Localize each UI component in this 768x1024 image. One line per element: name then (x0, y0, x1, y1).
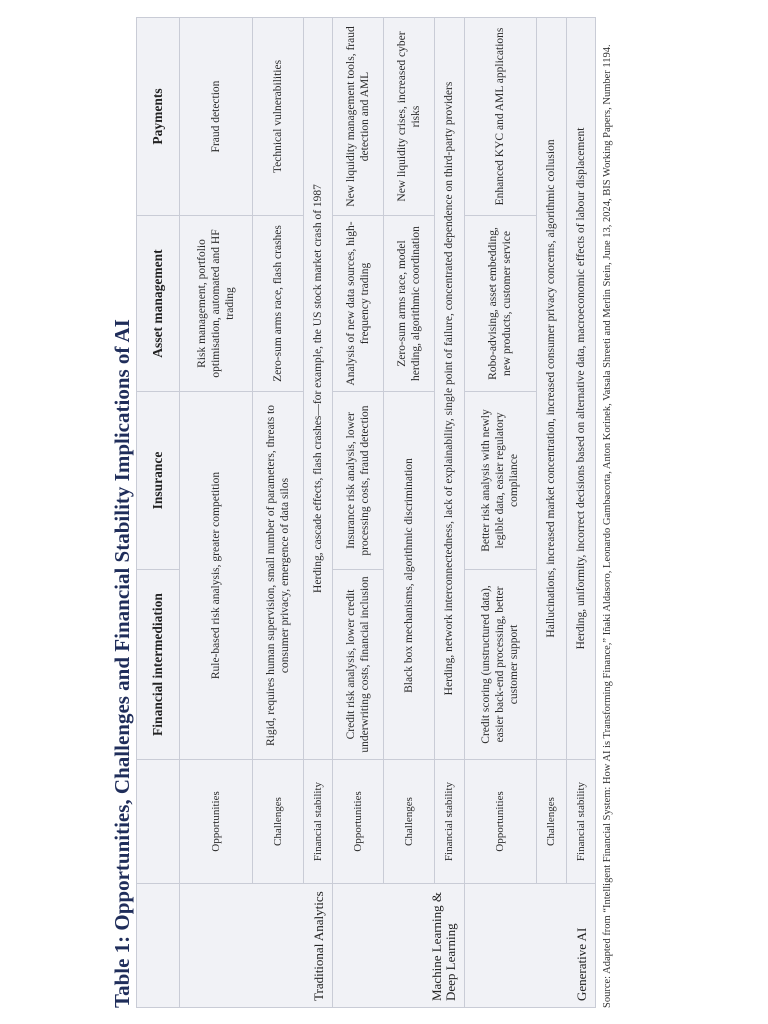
category-traditional-analytics: Traditional Analytics (180, 884, 333, 1008)
table-row (384, 18, 435, 1008)
cell-ml-stability: Herding, network interconnectedness, lack of explainability, single point of failure, concentrated dependence on third-party providers (435, 18, 464, 760)
table-row (180, 18, 253, 1008)
header-financial-intermediation: Financial intermediation (137, 570, 180, 760)
row-label-challenges: Challenges (537, 760, 566, 884)
cell-traditional-challenges-fi-insurance: Rigid, requires human supervision, small number of parameters, threats to consumer privacy, emergence of data silos (252, 392, 303, 760)
cell-ml-opportunities-insurance: Insurance risk analysis, lower processing costs, fraud detection (333, 392, 384, 570)
header-aspect (137, 760, 180, 884)
row-label-financial-stability: Financial stability (303, 760, 332, 884)
cell-traditional-stability: Herding, cascade effects, flash crashes—for example, the US stock market crash of 1987 (303, 18, 332, 760)
table-row (333, 18, 384, 1008)
table-row (537, 18, 566, 1008)
row-label-financial-stability: Financial stability (566, 760, 595, 884)
table-row (303, 18, 332, 1008)
cell-genai-opportunities-payments: Enhanced KYC and AML applications (464, 18, 537, 216)
table-row (252, 18, 303, 1008)
category-generative-ai: Generative AI (464, 884, 595, 1008)
cell-ml-challenges-asset: Zero-sum arms race, model herding, algorithmic coordination (384, 216, 435, 392)
header-insurance: Insurance (137, 392, 180, 570)
cell-traditional-opportunities-payments: Fraud detection (180, 18, 253, 216)
cell-traditional-challenges-asset: Zero-sum arms race, flash crashes (252, 216, 303, 392)
header-asset-management: Asset management (137, 216, 180, 392)
cell-ml-opportunities-fi: Credit risk analysis, lower credit underwriting costs, financial inclusion (333, 570, 384, 760)
cell-ml-challenges-payments: New liquidity crises, increased cyber risks (384, 18, 435, 216)
category-machine-learning: Machine Learning & Deep Learning (333, 884, 464, 1008)
row-label-challenges: Challenges (252, 760, 303, 884)
cell-traditional-opportunities-fi-insurance: Rule-based risk analysis, greater competition (180, 392, 253, 760)
source-note: Source: Adapted from “Intelligent Financial System: How AI is Transforming Finance,” Iñaki Aldasoro, Leonardo Gambacorta, Anton Korinek, Vatsala Shreeti and Merlin Stein, June 13, 2024, BIS Working Papers, Number 1194. (602, 44, 613, 1008)
ai-implications-table (136, 17, 596, 1008)
cell-ml-opportunities-asset: Analysis of new data sources, high-frequency trading (333, 216, 384, 392)
row-label-challenges: Challenges (384, 760, 435, 884)
table-title: Table 1: Opportunities, Challenges and Financial Stability Implications of AI (110, 319, 134, 1008)
cell-genai-opportunities-fi: Credit scoring (unstructured data), easier back-end processing, better customer support (464, 570, 537, 760)
table-row (566, 18, 595, 1008)
cell-genai-opportunities-insurance: Better risk analysis with newly legible data, easier regulatory compliance (464, 392, 537, 570)
header-row (137, 18, 180, 1008)
cell-genai-opportunities-asset: Robo-advising, asset embedding, new products, customer service (464, 216, 537, 392)
row-label-opportunities: Opportunities (180, 760, 253, 884)
cell-ml-opportunities-payments: New liquidity management tools, fraud detection and AML (333, 18, 384, 216)
table-row (435, 18, 464, 1008)
cell-traditional-opportunities-asset: Risk management, portfolio optimisation, automated and HF trading (180, 216, 253, 392)
cell-genai-challenges: Hallucinations, increased market concentration, increased consumer privacy concerns, algorithmic collusion (537, 18, 566, 760)
row-label-opportunities: Opportunities (333, 760, 384, 884)
header-payments: Payments (137, 18, 180, 216)
row-label-financial-stability: Financial stability (435, 760, 464, 884)
cell-traditional-challenges-payments: Technical vulnerabilities (252, 18, 303, 216)
header-category (137, 884, 180, 1008)
row-label-opportunities: Opportunities (464, 760, 537, 884)
table-row (464, 18, 537, 1008)
cell-genai-stability: Herding, uniformity, incorrect decisions based on alternative data, macroeconomic effects of labour displacement (566, 18, 595, 760)
cell-ml-challenges-fi-insurance: Black box mechanisms, algorithmic discrimination (384, 392, 435, 760)
